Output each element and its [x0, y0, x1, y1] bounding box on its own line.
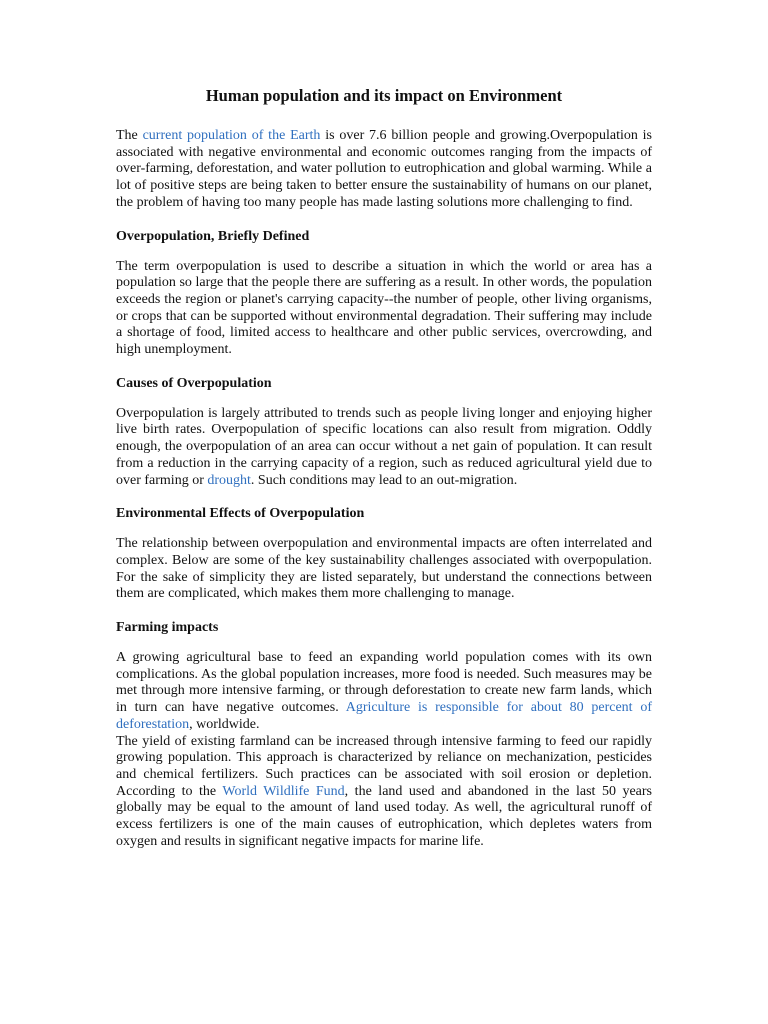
document-title: Human population and its impact on Environment [205, 86, 563, 105]
deforestation-link[interactable]: Agriculture is responsible for about 80 percent of deforestation [116, 700, 652, 732]
section-heading-farming: Farming impacts [116, 620, 219, 636]
intro-paragraph [116, 128, 652, 212]
farming-paragraph-1 [116, 650, 652, 734]
yield-text-end: , the land used and abandoned in the last 50 years globally may be equal to the amount of land used today. As well, the agricultural runoff of excess fertilizers is one of the main causes of eutrophication, which depletes waters from oxygen and results in significant negative impacts for marine life. [116, 783, 652, 849]
yield-text-start: The yield of existing farmland can be increased through intensive farming to feed our rapidly growing population. This approach is characterized by reliance on mechanization, pesticides and chemical fertilizers. Such practices can be associated with soil erosion or depletion. According to the [116, 733, 652, 799]
definition-paragraph: The term overpopulation is used to describe a situation in which the world or area has a population so large that the people there are suffering as a result. In other words, the population exceeds the region or planet's carrying capacity--the number of people, other living organisms, or crops that can be supported without environmental degradation. Their suffering may include a shortage of food, limited access to healthcare and other public services, overcrowding, and high unemployment. [116, 258, 652, 358]
causes-paragraph [116, 406, 652, 490]
current-population-link[interactable]: current population of the Earth [142, 128, 321, 143]
effects-paragraph: The relationship between overpopulation and environmental impacts are often interrelated and complex. Below are some of the key sustainability challenges associated with overpopulation. For the sake of simplicity they are listed separately, but understand the connections between them are complicated, which makes them more challenging to manage. [116, 536, 652, 602]
farming-text-start: A growing agricultural base to feed an expanding world population comes with its own complications. As the global population increases, more food is needed. Such measures may be met through more intensive farming, or through deforestation to create new farm lands, which in turn can have negative outcomes. [116, 650, 652, 716]
farming-paragraph-2 [116, 734, 652, 851]
section-heading-effects: Environmental Effects of Overpopulation [116, 506, 365, 522]
world-wildlife-fund-link[interactable]: World Wildlife Fund [222, 783, 345, 799]
farming-text-end: , worldwide. [189, 716, 260, 732]
intro-text-start: The [116, 128, 143, 143]
section-heading-causes: Causes of Overpopulation [116, 375, 272, 391]
causes-text-start: Overpopulation is largely attributed to trends such as people living longer and enjoying higher live birth rates. Overpopulation of specific locations can also result from migration. Oddly enough, the overpopulation of an area can occur without a net gain of population. It can result from a reduction in the carrying capacity of a region, such as reduced agricultural yield due to over farming or [116, 405, 652, 488]
intro-text-end: is over 7.6 billion people and growing.Overpopulation is associated with negative environmental and economic outcomes ranging from the impacts of over-farming, deforestation, and water pollution to eutrophication and global warming. While a lot of positive steps are being taken to better ensure the sustainability of humans on our planet, the problem of having too many people has made lasting solutions more challenging to find. [116, 128, 653, 210]
section-heading-definition: Overpopulation, Briefly Defined [116, 228, 310, 244]
drought-link[interactable]: drought [207, 472, 251, 488]
causes-text-end: . Such conditions may lead to an out-migration. [250, 472, 518, 488]
